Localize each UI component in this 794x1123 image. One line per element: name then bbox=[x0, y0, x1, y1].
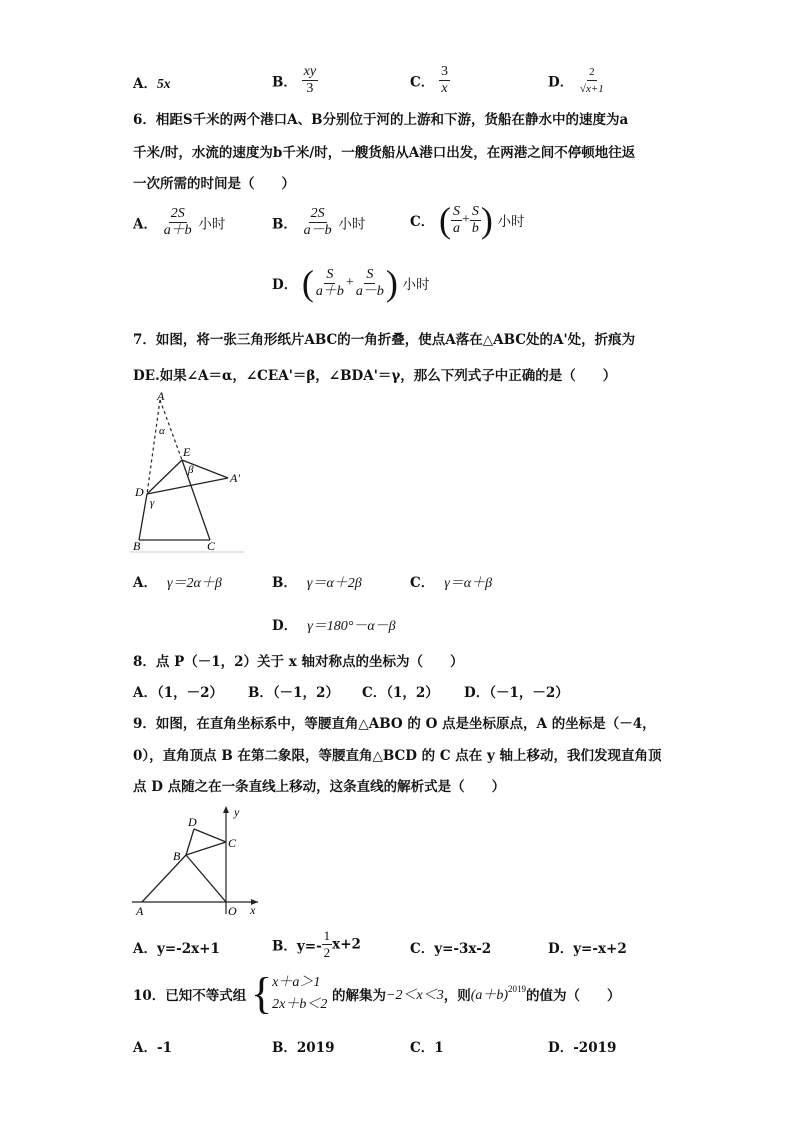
q7-label-d: D bbox=[135, 485, 144, 499]
q5-option-a bbox=[133, 72, 170, 92]
q5-option-c-letter: C． bbox=[410, 74, 435, 91]
q6-option-d-letter: D． bbox=[272, 277, 298, 293]
q9-option-b-num: 1 bbox=[323, 928, 331, 943]
q10-system bbox=[251, 969, 328, 1018]
q6-line-2: 千米/时，水流的速度为b千米/时，一艘货船从A港口出发，在两港之间不停顿地往返 bbox=[133, 145, 636, 161]
q6-option-b-num: 2S bbox=[310, 206, 325, 221]
q9-side-bo bbox=[186, 855, 226, 902]
q9-line-1: 9．如图，在直角坐标系中，等腰直角△ABO 的 O 点是坐标原点，A 的坐标是（－4， bbox=[133, 716, 656, 732]
q6-option-a-letter: A． bbox=[133, 216, 157, 233]
q5-option-b-num: xy bbox=[303, 64, 317, 79]
q10-middle2: ，则 bbox=[443, 988, 471, 1004]
q9-option-d: D．y=-x+2 bbox=[548, 941, 627, 957]
q9-option-a: A．y=-2x+1 bbox=[133, 941, 220, 957]
q9-label-d: D bbox=[188, 815, 197, 829]
q6-option-b-fraction bbox=[302, 206, 334, 239]
q5-option-d-num: 2 bbox=[587, 64, 597, 81]
q7-option-d bbox=[272, 614, 396, 635]
q10-suffix: 的值为（ ） bbox=[526, 988, 621, 1004]
q5-option-c bbox=[410, 64, 450, 97]
q6-option-d-unit: 小时 bbox=[402, 277, 430, 293]
q9-line-2: 0），直角顶点 B 在第二象限，等腰直角△BCD 的 C 点在 y 轴上移动，我们发现直角顶 bbox=[133, 748, 662, 764]
q6-option-a-den: a＋b bbox=[163, 223, 192, 238]
q7-label-alpha: α bbox=[159, 425, 165, 437]
q5-option-c-den: x bbox=[441, 81, 448, 96]
q5-option-c-fraction bbox=[439, 64, 450, 97]
q7-line-1: 7．如图，将一张三角形纸片ABC的一角折叠，使点A落在△ABC处的A'处，折痕为 bbox=[133, 332, 636, 348]
q6-option-d-plus: + bbox=[345, 275, 354, 290]
q5-option-a-letter: A． bbox=[133, 76, 157, 92]
q7-label-b: B bbox=[133, 539, 141, 553]
q9-label-o: O bbox=[228, 904, 237, 918]
q5-option-b-fraction bbox=[302, 64, 318, 97]
q7-label-c: C bbox=[207, 539, 216, 553]
q9-label-x: x bbox=[250, 903, 256, 917]
q7-option-b-expr: γ＝α＋2β bbox=[306, 576, 362, 591]
q6-line-3: 一次所需的时间是（ ） bbox=[133, 176, 295, 192]
q7-figure bbox=[130, 392, 250, 557]
q9-side-dc bbox=[194, 829, 226, 842]
q5-option-d-fraction bbox=[578, 64, 606, 97]
q9-option-b-den: 2 bbox=[323, 945, 331, 960]
q6-option-a bbox=[133, 206, 225, 239]
q10-option-d: D．-2019 bbox=[548, 1040, 617, 1056]
q6-option-b-unit: 小时 bbox=[338, 216, 366, 233]
q10-range: −2＜x＜3 bbox=[386, 988, 444, 1003]
q6-option-d-t2-num: S bbox=[366, 266, 374, 282]
q5-option-d-letter: D． bbox=[548, 74, 574, 91]
q5-option-a-value: 5x bbox=[156, 76, 171, 91]
q5-option-b-letter: B． bbox=[272, 74, 297, 91]
q7-option-a-letter: A． bbox=[133, 575, 157, 591]
q7-option-a-expr: γ＝2α＋β bbox=[166, 576, 222, 591]
q6-option-a-unit: 小时 bbox=[198, 216, 226, 233]
q7-label-gamma: γ bbox=[150, 497, 155, 509]
q6-option-c-frac-1 bbox=[451, 204, 462, 237]
q6-option-b-den: a－b bbox=[303, 223, 332, 238]
q7-side-ec bbox=[182, 460, 210, 540]
q7-side-db bbox=[139, 494, 147, 540]
q9-label-b: B bbox=[173, 849, 181, 863]
q10-middle: 的解集为 bbox=[332, 988, 387, 1004]
q6-option-b-letter: B． bbox=[272, 216, 297, 233]
q8-option-d: D．（－1，－2） bbox=[464, 685, 569, 701]
q6-option-c-t1-num: S bbox=[452, 203, 460, 219]
q10-option-c: C．1 bbox=[410, 1040, 444, 1056]
q6-option-a-fraction bbox=[162, 206, 194, 239]
q9-label-c: C bbox=[228, 836, 237, 850]
q5-option-b-den: 3 bbox=[306, 81, 314, 96]
q8-line-1: 8．点 P（－1，2）关于 x 轴对称点的坐标为（ ） bbox=[133, 654, 464, 670]
q10-option-b: B．2019 bbox=[272, 1040, 335, 1056]
q8-option-b: B．（－1，2） bbox=[248, 685, 339, 701]
q6-option-c-frac-2 bbox=[470, 204, 481, 237]
q6-option-c-t2-den: b bbox=[471, 220, 479, 236]
q6-option-c-t1-den: a bbox=[452, 220, 460, 236]
q9-side-bc bbox=[186, 842, 226, 855]
q5-option-c-num: 3 bbox=[440, 64, 448, 79]
q9-option-b-post: x+2 bbox=[332, 936, 361, 953]
q10-expr: (a＋b) bbox=[470, 988, 509, 1003]
q6-option-c-unit: 小时 bbox=[497, 214, 525, 230]
q5-option-b bbox=[272, 64, 318, 97]
q6-option-d bbox=[272, 265, 430, 301]
q7-option-a bbox=[133, 571, 222, 592]
q6-option-d-t2-den: a－b bbox=[355, 283, 384, 299]
q8-option-c: C．（1，2） bbox=[362, 685, 439, 701]
q7-label-a: A bbox=[157, 392, 165, 403]
q6-line-1: 6．相距S千米的两个港口A、B分别位于河的上游和下游，货船在静水中的速度为a bbox=[133, 112, 629, 128]
q7-option-b bbox=[272, 571, 362, 592]
q6-option-d-left-paren: ( bbox=[301, 263, 314, 303]
q10-inequalities bbox=[272, 972, 327, 1016]
q10-brace: { bbox=[251, 969, 273, 1018]
q9-label-a: A bbox=[136, 904, 144, 918]
q7-option-c bbox=[410, 571, 492, 592]
q9-figure bbox=[130, 802, 262, 920]
q6-option-c-right-paren: ) bbox=[480, 200, 493, 240]
q6-option-d-right-paren: ) bbox=[385, 263, 398, 303]
q6-option-d-t1-num: S bbox=[326, 266, 334, 282]
q10-ineq-1: x＋a＞1 bbox=[272, 975, 321, 990]
q7-line-2: DE.如果∠A＝α，∠CEA'＝β，∠BDA'＝γ，那么下列式子中正确的是（ ） bbox=[133, 368, 617, 384]
q7-option-d-letter: D． bbox=[272, 618, 298, 634]
q10-option-a: A．-1 bbox=[133, 1040, 172, 1056]
q6-option-d-frac-2 bbox=[354, 267, 386, 300]
q6-option-c-left-paren: ( bbox=[438, 200, 451, 240]
q7-crease-de bbox=[147, 460, 182, 494]
q8-option-a: A．（1，－2） bbox=[133, 685, 224, 701]
q9-line-3: 点 D 点随之在一条直线上移动，这条直线的解析式是（ ） bbox=[133, 779, 506, 795]
q6-option-d-frac-1 bbox=[314, 267, 346, 300]
q5-option-d-den: √x+1 bbox=[579, 83, 604, 95]
q10-ineq-2: 2x＋b＜2 bbox=[272, 997, 328, 1012]
q7-option-b-letter: B． bbox=[272, 575, 297, 591]
q6-option-c-plus: + bbox=[461, 212, 470, 227]
q6-option-a-num: 2S bbox=[170, 206, 185, 221]
q9-option-b-pre: B．y=- bbox=[272, 938, 322, 955]
q5-option-d bbox=[548, 64, 606, 97]
q9-y-axis-arrow bbox=[223, 806, 229, 813]
q7-label-beta: β bbox=[188, 464, 194, 476]
q6-option-c-letter: C． bbox=[410, 214, 435, 230]
q10-prefix: 10．已知不等式组 bbox=[133, 988, 247, 1004]
q9-label-y: y bbox=[234, 805, 240, 819]
q7-label-e: E bbox=[183, 445, 191, 459]
q6-option-c bbox=[410, 202, 525, 238]
q7-option-c-expr: γ＝α＋β bbox=[444, 576, 493, 591]
q10-exponent: 2019 bbox=[508, 984, 527, 994]
q7-label-a-prime: A' bbox=[230, 471, 240, 485]
q7-option-c-letter: C． bbox=[410, 575, 435, 591]
q9-option-b bbox=[272, 928, 361, 961]
q9-option-b-fraction bbox=[322, 928, 333, 961]
q9-side-bd bbox=[186, 829, 194, 855]
q6-option-d-t1-den: a＋b bbox=[315, 283, 344, 299]
q6-option-b bbox=[272, 206, 365, 239]
q6-option-c-t2-num: S bbox=[471, 203, 479, 219]
q7-dashed-ad bbox=[147, 400, 160, 494]
q7-option-d-expr: γ＝180°－α－β bbox=[307, 619, 396, 634]
q10-line bbox=[133, 969, 621, 1018]
q7-side-da-prime bbox=[147, 478, 228, 494]
q9-option-c: C．y=-3x-2 bbox=[410, 941, 492, 957]
